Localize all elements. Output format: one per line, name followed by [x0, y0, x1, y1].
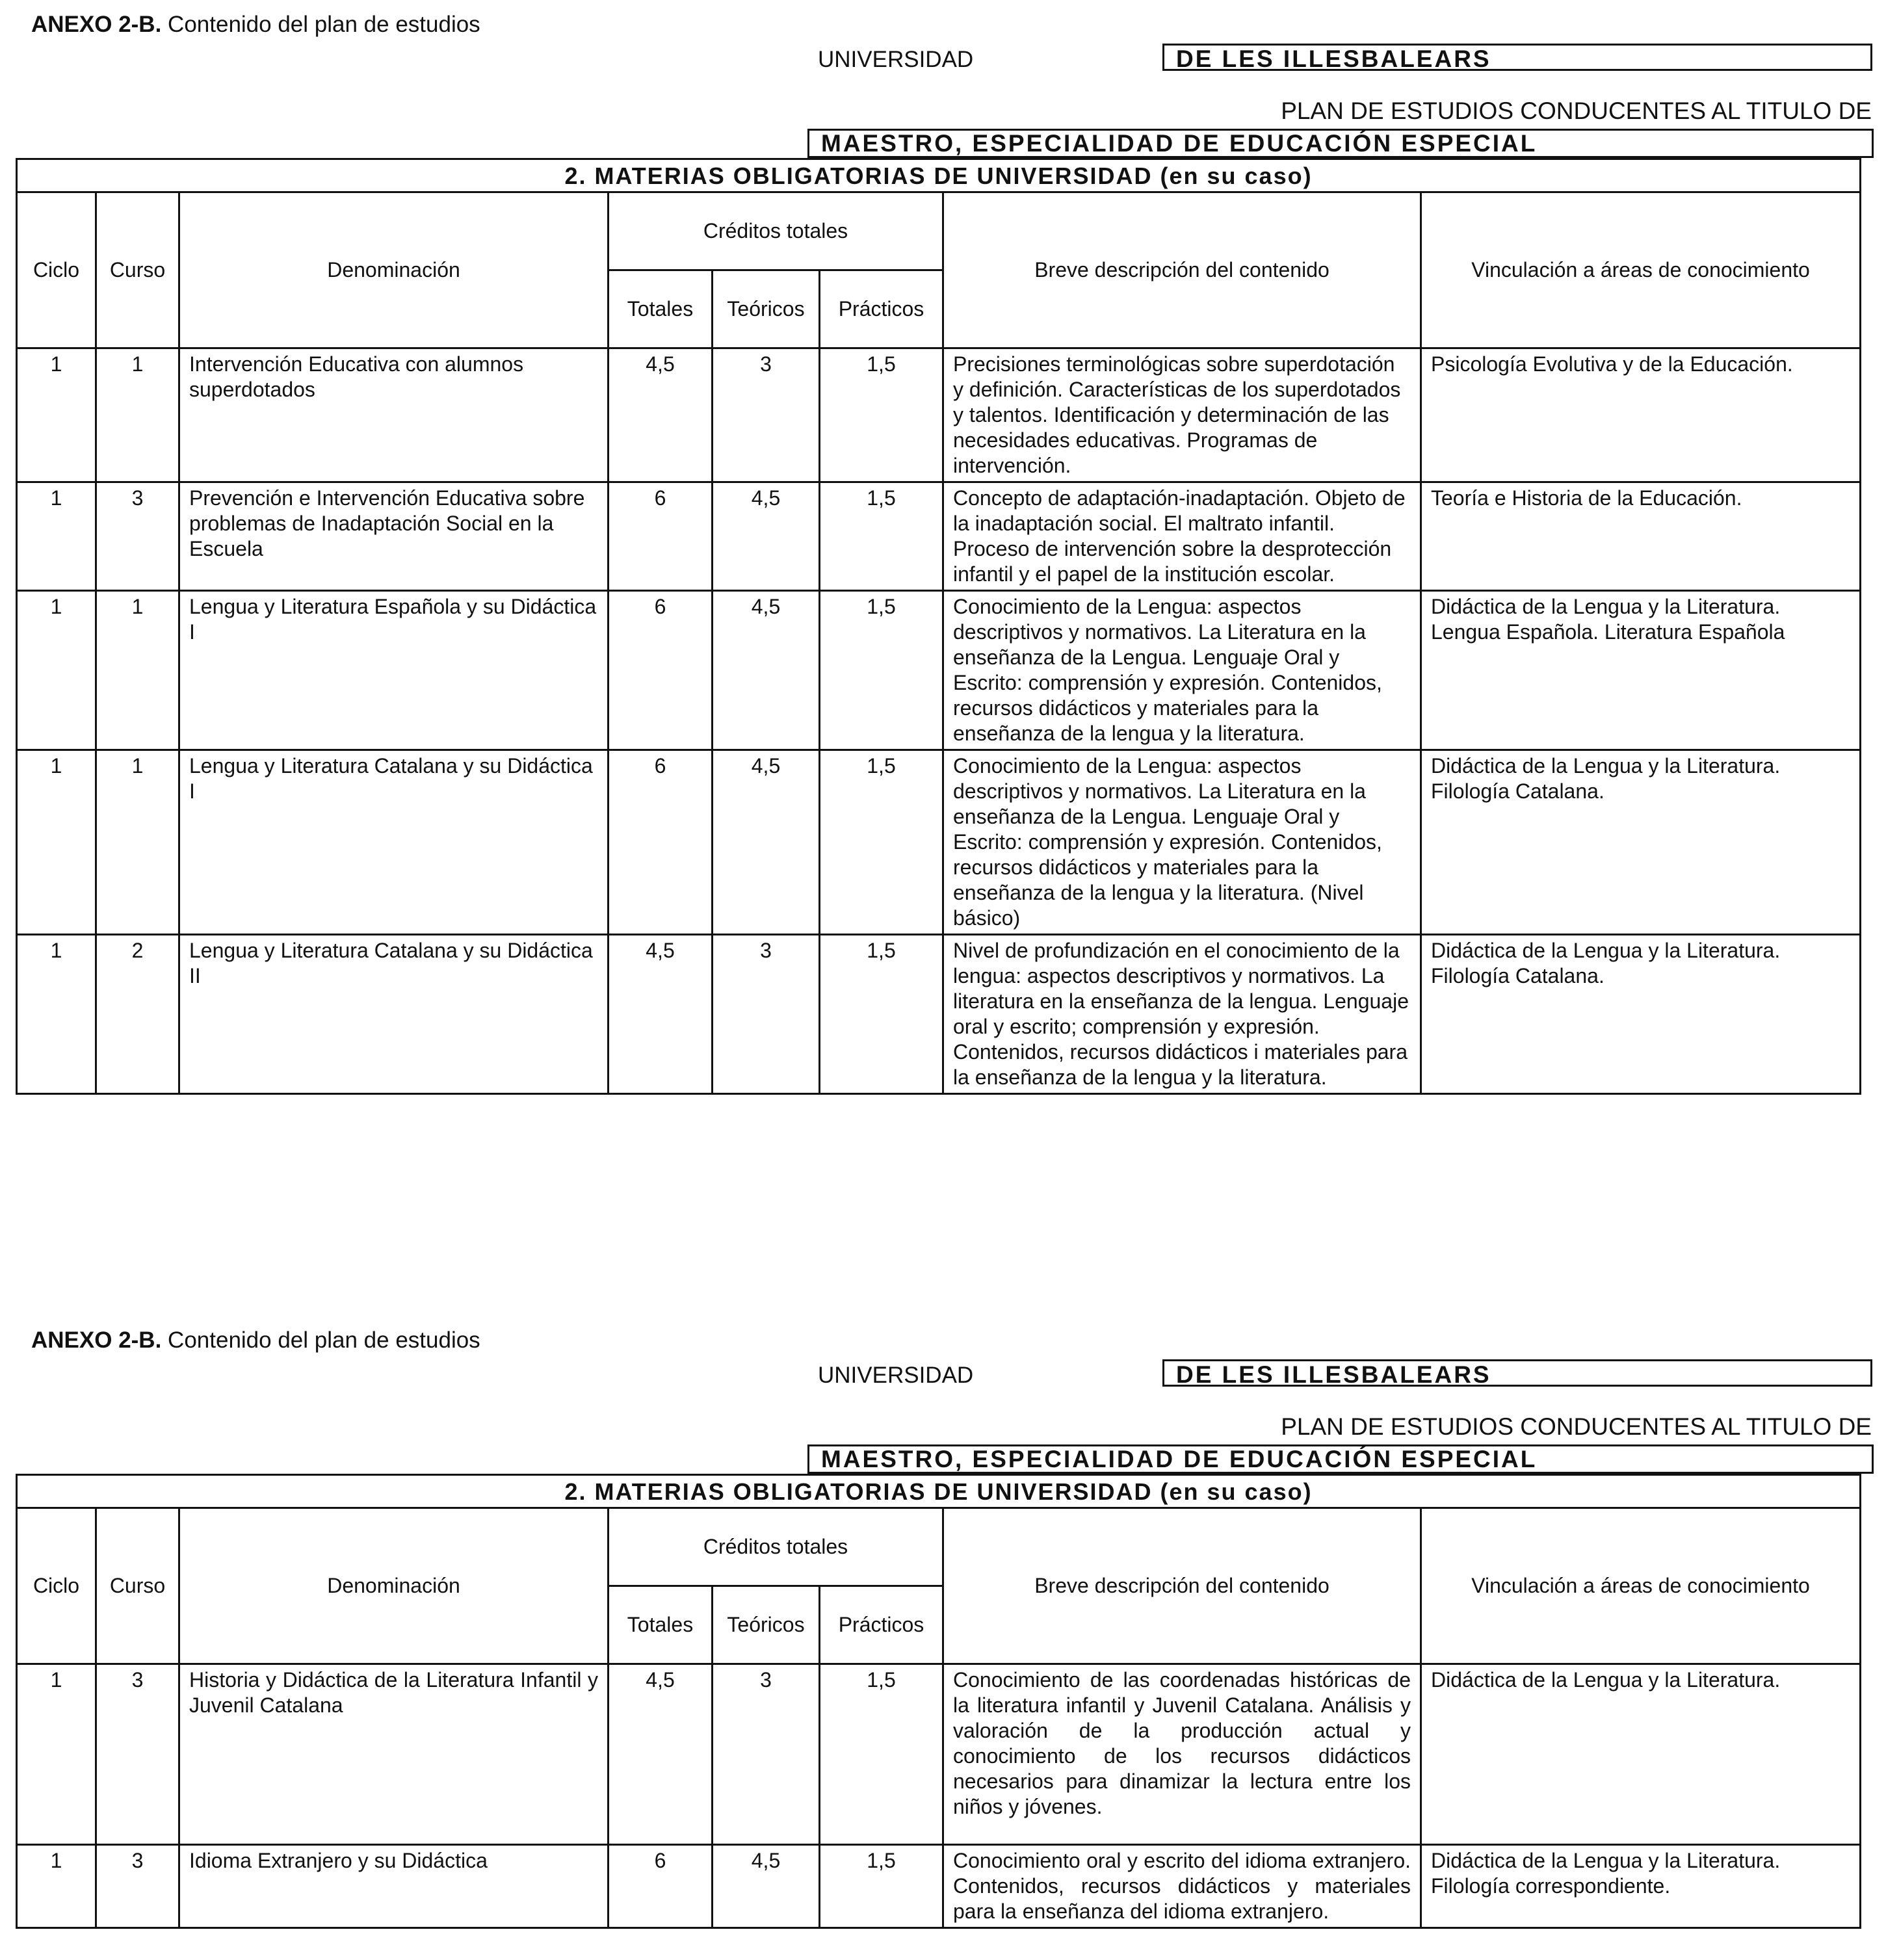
cell-vinculacion: Teoría e Historia de la Educación.: [1421, 482, 1861, 591]
header-curso: Curso: [96, 1508, 179, 1664]
table-row: [17, 482, 1861, 591]
university-label: UNIVERSIDAD: [818, 47, 974, 72]
cell-vinculacion: Didáctica de la Lengua y la Literatura. Filología correspondiente.: [1421, 1845, 1861, 1928]
cell-totales: 6: [609, 591, 713, 750]
cell-descripcion: Conocimiento de las coordenadas históricas de la literatura infantil y Juvenil Catalana. Análisis y valoración de la producción actual y conocimiento de los recursos didácticos necesarios para dinamizar la lectura entre los niños y jóvenes.: [943, 1664, 1421, 1845]
cell-practicos: 1,5: [820, 1664, 943, 1845]
header-totales: Totales: [609, 1586, 713, 1664]
plan-label: PLAN DE ESTUDIOS CONDUCENTES AL TITULO DE: [1281, 98, 1872, 124]
cell-vinculacion: Didáctica de la Lengua y la Literatura. Lengua Española. Literatura Española: [1421, 591, 1861, 750]
header-creditos: Créditos totales: [609, 1508, 943, 1586]
header-ciclo: Ciclo: [17, 1508, 96, 1664]
header-curso: Curso: [96, 192, 179, 348]
university-label: UNIVERSIDAD: [818, 1363, 974, 1388]
header-teoricos: Teóricos: [713, 270, 820, 348]
cell-practicos: 1,5: [820, 482, 943, 591]
header-descripcion: Breve descripción del contenido: [943, 1508, 1421, 1664]
cell-teoricos: 3: [713, 348, 820, 482]
annex-label: ANEXO 2-B.: [31, 1327, 162, 1353]
degree-title-box: MAESTRO, ESPECIALIDAD DE EDUCACIÓN ESPECIAL: [807, 129, 1874, 158]
cell-curso: 1: [96, 591, 179, 750]
cell-descripcion: Conocimiento de la Lengua: aspectos descriptivos y normativos. La Literatura en la enseñanza de la Lengua. Lenguaje Oral y Escrito: comprensión y expresión. Contenidos, recursos didácticos y materiales para la enseñanza de la lengua y la literatura. (Nivel básico): [943, 750, 1421, 935]
cell-vinculacion: Didáctica de la Lengua y la Literatura.: [1421, 1664, 1861, 1845]
header-practicos: Prácticos: [820, 270, 943, 348]
cell-totales: 4,5: [609, 935, 713, 1094]
cell-denominacion: Lengua y Literatura Catalana y su Didáctica I: [179, 750, 609, 935]
cell-ciclo: 1: [17, 591, 96, 750]
header-denominacion: Denominación: [179, 1508, 609, 1664]
table-row: [17, 935, 1861, 1094]
annex-title: Contenido del plan de estudios: [168, 12, 480, 37]
header-totales: Totales: [609, 270, 713, 348]
cell-teoricos: 4,5: [713, 482, 820, 591]
cell-denominacion: Historia y Didáctica de la Literatura Infantil y Juvenil Catalana: [179, 1664, 609, 1845]
annex-heading: [31, 1327, 480, 1353]
cell-curso: 1: [96, 750, 179, 935]
university-name-box: DE LES ILLESBALEARS: [1162, 1359, 1872, 1387]
cell-practicos: 1,5: [820, 935, 943, 1094]
header-denominacion: Denominación: [179, 192, 609, 348]
cell-vinculacion: Didáctica de la Lengua y la Literatura. Filología Catalana.: [1421, 750, 1861, 935]
cell-curso: 3: [96, 1664, 179, 1845]
section-title: 2. MATERIAS OBLIGATORIAS DE UNIVERSIDAD (en su caso): [17, 159, 1861, 192]
cell-denominacion: Idioma Extranjero y su Didáctica: [179, 1845, 609, 1928]
annex-title: Contenido del plan de estudios: [168, 1327, 480, 1353]
cell-ciclo: 1: [17, 1664, 96, 1845]
header-vinculacion: Vinculación a áreas de conocimiento: [1421, 192, 1861, 348]
cell-descripcion: Conocimiento oral y escrito del idioma extranjero. Contenidos, recursos didácticos y materiales para la enseñanza del idioma extranjero.: [943, 1845, 1421, 1928]
header-teoricos: Teóricos: [713, 1586, 820, 1664]
cell-teoricos: 4,5: [713, 1845, 820, 1928]
cell-curso: 1: [96, 348, 179, 482]
cell-teoricos: 4,5: [713, 750, 820, 935]
cell-curso: 2: [96, 935, 179, 1094]
table-row: [17, 348, 1861, 482]
cell-practicos: 1,5: [820, 348, 943, 482]
cell-practicos: 1,5: [820, 750, 943, 935]
cell-ciclo: 1: [17, 935, 96, 1094]
cell-ciclo: 1: [17, 1845, 96, 1928]
cell-teoricos: 4,5: [713, 591, 820, 750]
cell-totales: 6: [609, 482, 713, 591]
cell-descripcion: Conocimiento de la Lengua: aspectos descriptivos y normativos. La Literatura en la enseñanza de la Lengua. Lenguaje Oral y Escrito: comprensión y expresión. Contenidos, recursos didácticos y materiales para la enseñanza de la lengua y la literatura.: [943, 591, 1421, 750]
cell-totales: 6: [609, 750, 713, 935]
annex-heading: [31, 12, 480, 38]
header-creditos: Créditos totales: [609, 192, 943, 270]
cell-totales: 6: [609, 1845, 713, 1928]
cell-vinculacion: Didáctica de la Lengua y la Literatura. Filología Catalana.: [1421, 935, 1861, 1094]
cell-denominacion: Prevención e Intervención Educativa sobre problemas de Inadaptación Social en la Escuela: [179, 482, 609, 591]
cell-descripcion: Concepto de adaptación-inadaptación. Objeto de la inadaptación social. El maltrato infantil. Proceso de intervención sobre la desprotección infantil y el papel de la institución escolar.: [943, 482, 1421, 591]
table-row: [17, 591, 1861, 750]
cell-denominacion: Lengua y Literatura Española y su Didáctica I: [179, 591, 609, 750]
cell-ciclo: 1: [17, 750, 96, 935]
annex-label: ANEXO 2-B.: [31, 12, 162, 37]
cell-practicos: 1,5: [820, 1845, 943, 1928]
cell-totales: 4,5: [609, 1664, 713, 1845]
cell-denominacion: Intervención Educativa con alumnos superdotados: [179, 348, 609, 482]
cell-ciclo: 1: [17, 482, 96, 591]
cell-totales: 4,5: [609, 348, 713, 482]
cell-denominacion: Lengua y Literatura Catalana y su Didáctica II: [179, 935, 609, 1094]
plan-label: PLAN DE ESTUDIOS CONDUCENTES AL TITULO DE: [1281, 1413, 1872, 1440]
cell-curso: 3: [96, 482, 179, 591]
subjects-table: [16, 158, 1861, 1095]
header-ciclo: Ciclo: [17, 192, 96, 348]
degree-title-box: MAESTRO, ESPECIALIDAD DE EDUCACIÓN ESPECIAL: [807, 1444, 1874, 1474]
table-row: [17, 1845, 1861, 1928]
cell-teoricos: 3: [713, 1664, 820, 1845]
header-practicos: Prácticos: [820, 1586, 943, 1664]
university-name-box: DE LES ILLESBALEARS: [1162, 44, 1872, 71]
section-title: 2. MATERIAS OBLIGATORIAS DE UNIVERSIDAD (en su caso): [17, 1475, 1861, 1508]
header-descripcion: Breve descripción del contenido: [943, 192, 1421, 348]
cell-descripcion: Precisiones terminológicas sobre superdotación y definición. Características de los superdotados y talentos. Identificación y determinación de las necesidades educativas. Programas de intervención.: [943, 348, 1421, 482]
subjects-table: [16, 1474, 1861, 1929]
table-row: [17, 1664, 1861, 1845]
table-row: [17, 750, 1861, 935]
cell-ciclo: 1: [17, 348, 96, 482]
cell-vinculacion: Psicología Evolutiva y de la Educación.: [1421, 348, 1861, 482]
cell-teoricos: 3: [713, 935, 820, 1094]
header-vinculacion: Vinculación a áreas de conocimiento: [1421, 1508, 1861, 1664]
cell-practicos: 1,5: [820, 591, 943, 750]
cell-curso: 3: [96, 1845, 179, 1928]
cell-descripcion: Nivel de profundización en el conocimiento de la lengua: aspectos descriptivos y normativos. La literatura en la enseñanza de la lengua. Lenguaje oral y escrito; comprensión y expresión. Contenidos, recursos didácticos i materiales para la enseñanza de la lengua y la literatura.: [943, 935, 1421, 1094]
